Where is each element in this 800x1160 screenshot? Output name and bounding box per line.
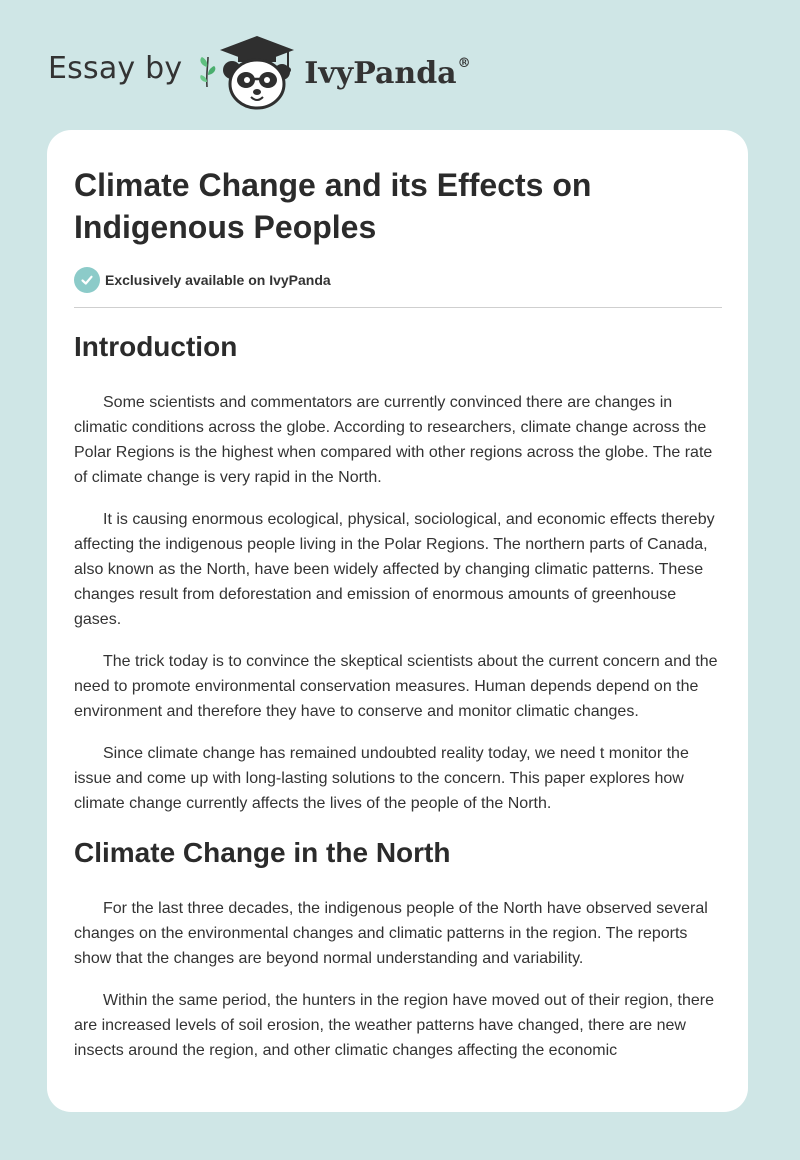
ivypanda-logo[interactable] <box>198 34 470 110</box>
section-heading: Climate Change in the North <box>74 837 451 868</box>
article-card <box>47 130 748 1112</box>
paragraph: It is causing enormous ecological, physical, sociological, and economic effects thereby affecting the indigenous people living in the Polar Regions. The northern parts of Canada, also known as the North, have been widely affected by changing climatic patterns. These changes result from deforestation and emission of enormous amounts of greenhouse gases. <box>74 511 715 628</box>
brand-text: IvyPanda <box>304 55 457 91</box>
section-climate-change-north <box>74 836 722 1063</box>
divider <box>74 307 722 308</box>
article-title: Climate Change and its Effects on Indigenous Peoples <box>74 167 592 245</box>
exclusive-label: Exclusively available on IvyPanda <box>105 272 331 288</box>
panda-logo-icon <box>218 34 296 110</box>
paragraph: Since climate change has remained undoubted reality today, we need t monitor the issue and come up with long-lasting solutions to the concern. This paper explores how climate change currently affects the lives of the people of the North. <box>74 745 689 812</box>
site-header <box>48 34 471 110</box>
registered-mark: ® <box>457 55 471 71</box>
paragraph: Some scientists and commentators are currently convinced there are changes in climatic conditions across the globe. According to researchers, climate change across the Polar Regions is the highest when compared with other regions across the globe. The rate of climate change is very rapid in the North. <box>74 394 713 486</box>
exclusive-badge <box>74 267 722 293</box>
essay-by-label: Essay by <box>48 50 183 86</box>
check-circle-icon <box>74 267 100 293</box>
brand-name <box>304 56 470 91</box>
section-introduction <box>74 330 722 816</box>
section-heading: Introduction <box>74 331 238 362</box>
paragraph: For the last three decades, the indigenous people of the North have observed several changes on the environmental changes and climatic patterns in the region. The reports show that the changes are beyond normal understanding and variability. <box>74 900 708 967</box>
paragraph: Within the same period, the hunters in the region have moved out of their region, there are increased levels of soil erosion, the weather patterns have changed, there are new insects around the region, and other climatic changes affecting the economic <box>74 992 715 1059</box>
paragraph: The trick today is to convince the skeptical scientists about the current concern and the need to promote environmental conservation measures. Human depends depend on the environment and therefore they have to conserve and monitor climatic changes. <box>74 653 718 720</box>
ivy-leaf-icon <box>198 55 218 89</box>
